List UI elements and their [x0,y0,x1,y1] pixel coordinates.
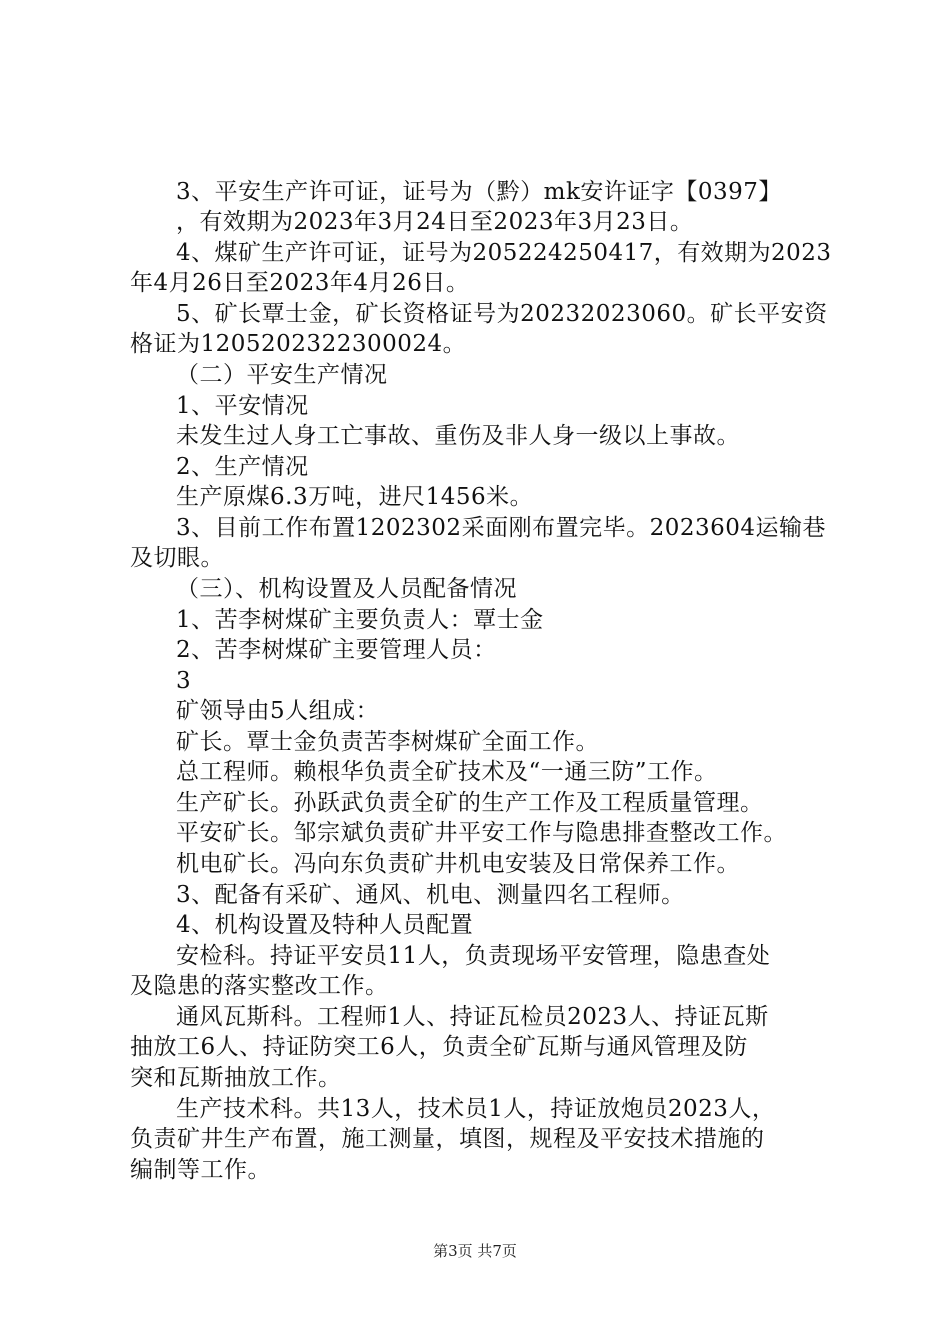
text-line: 4、机构设置及特种人员配置 [176,912,474,938]
text-line: 矿领导由5人组成： [176,698,380,724]
text-line: 年4月26日至2023年4月26日。 [130,270,470,296]
text-line: 突和瓦斯抽放工作。 [130,1065,342,1091]
text-line: 机电矿长。冯向东负责矿井机电安装及日常保养工作。 [176,851,740,877]
text-line: 及切眼。 [130,545,224,571]
text-line: 总工程师。赖根华负责全矿技术及“一通三防”工作。 [176,759,718,785]
text-line: 4、煤矿生产许可证，证号为205224250417，有效期为2023 [176,240,832,266]
text-line: 及隐患的落实整改工作。 [130,973,389,999]
text-line: 编制等工作。 [130,1157,271,1183]
page-number: 第3页 共7页 [433,1242,517,1260]
section-heading: （三）、机构设置及人员配备情况 [176,576,517,602]
subsection-heading: 1、平安情况 [176,393,309,419]
text-line: ，有效期为2023年3月24日至2023年3月23日。 [176,209,694,235]
text-line: 5、矿长覃士金，矿长资格证号为20232023060。矿长平安资 [176,301,828,327]
text-line: 生产矿长。孙跃武负责全矿的生产工作及工程质量管理。 [176,790,764,816]
text-line: 负责矿井生产布置，施工测量，填图，规程及平安技术措施的 [130,1126,765,1152]
text-line: 格证为1205202322300024。 [130,331,467,357]
section-heading: （二）平安生产情况 [176,362,388,388]
text-line: 生产原煤6.3万吨，进尺1456米。 [176,484,534,510]
text-line: 3、配备有采矿、通风、机电、测量四名工程师。 [176,882,685,908]
text-line: 平安矿长。邹宗斌负责矿井平安工作与隐患排查整改工作。 [176,820,787,846]
text-line: 3、目前工作布置1202302采面刚布置完毕。2023604运输巷 [176,515,826,541]
text-line: 1、苦李树煤矿主要负责人：覃士金 [176,607,544,633]
text-line: 2、苦李树煤矿主要管理人员： [176,637,497,663]
text-line: 未发生过人身工亡事故、重伤及非人身一级以上事故。 [176,423,740,449]
text-line: 3、平安生产许可证，证号为（黔）mk安许证字【0397】 [176,179,782,205]
text-line: 安检科。持证平安员11人，负责现场平安管理，隐患查处 [176,943,771,969]
text-line: 矿长。覃士金负责苦李树煤矿全面工作。 [176,729,599,755]
subsection-heading: 2、生产情况 [176,454,309,480]
text-line: 通风瓦斯科。工程师1人、持证瓦检员2023人、持证瓦斯 [176,1004,769,1030]
text-line: 3 [176,668,192,694]
text-line: 抽放工6人、持证防突工6人，负责全矿瓦斯与通风管理及防 [130,1034,748,1060]
text-line: 生产技术科。共13人，技术员1人，持证放炮员2023人， [176,1096,776,1122]
